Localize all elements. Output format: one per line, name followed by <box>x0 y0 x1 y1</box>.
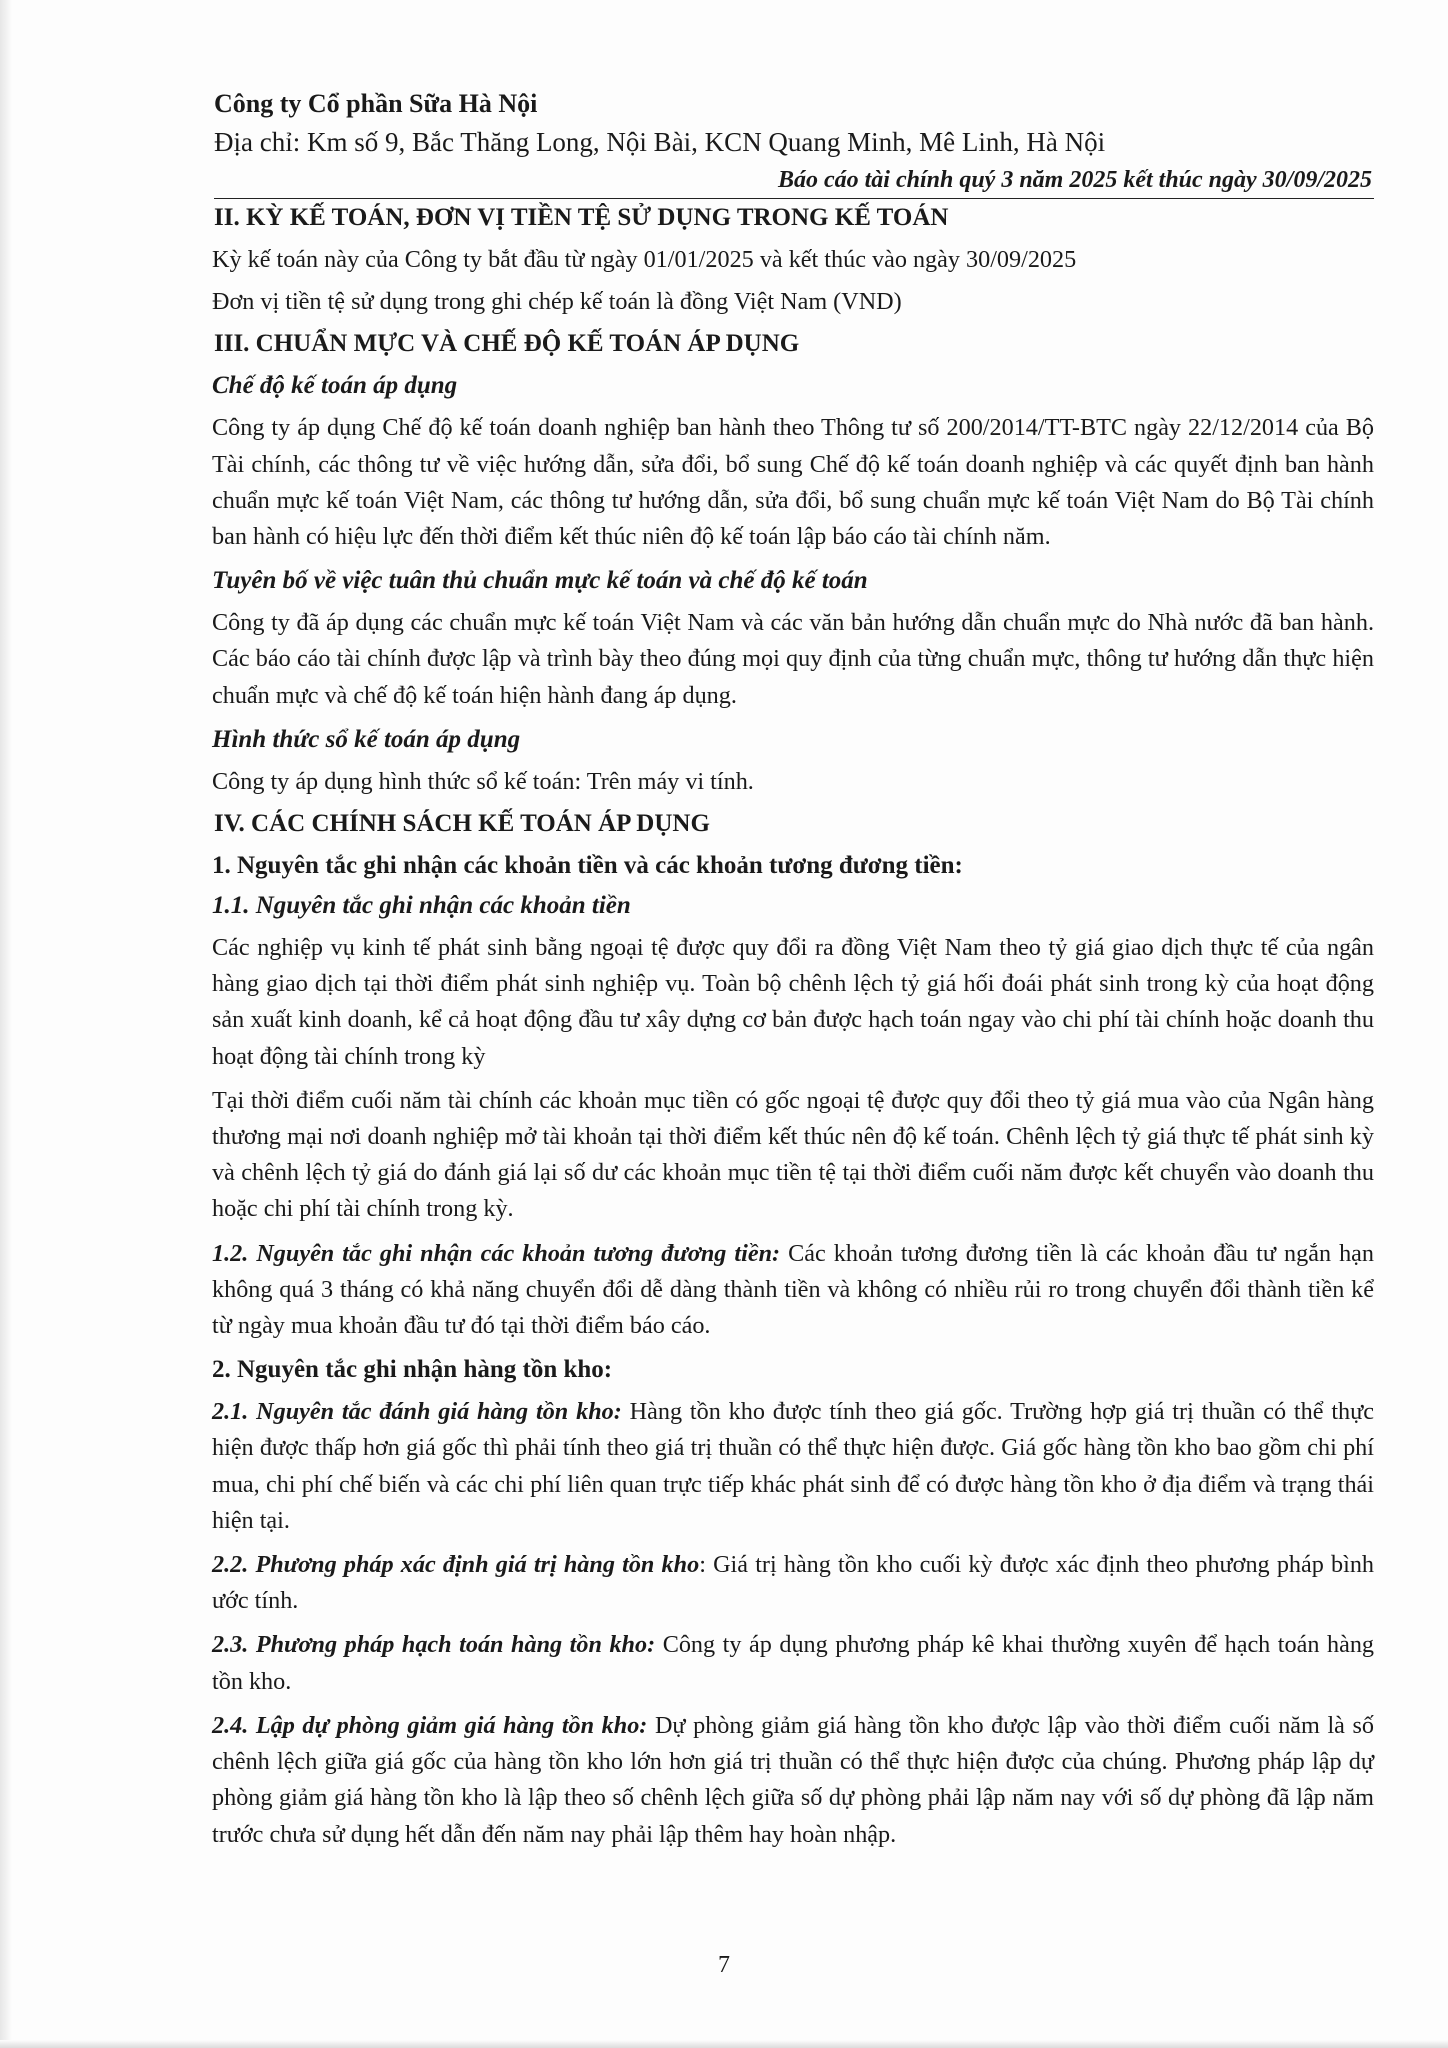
inventory-valuation-lead: 2.1. Nguyên tắc đánh giá hàng tồn kho: <box>212 1398 622 1426</box>
inventory-provision-lead: 2.4. Lập dự phòng giảm giá hàng tồn kho: <box>212 1711 648 1739</box>
report-title: Báo cáo tài chính quý 3 năm 2025 kết thúc ngày 30/09/2025 <box>214 162 1374 199</box>
cash-recognition-text-2: Tại thời điểm cuối năm tài chính các khoản mục tiền có gốc ngoại tệ được quy đổi theo tỷ giá mua vào của Ngân hàng thương mại nơi doanh nghiệp mở tài khoản tại thời điểm kết thúc nên độ kế toán. Chênh lệch tỷ giá thực tế phát sinh kỳ và chênh lệch tỷ giá do đánh giá lại số dư các khoản mục tiền tệ tại thời điểm cuối năm được kết chuyển vào doanh thu hoặc chi phí tài chính trong kỳ. <box>212 1086 1374 1223</box>
inventory-accounting-method-lead: 2.3. Phương pháp hạch toán hàng tồn kho: <box>212 1631 656 1659</box>
inventory-valuation-paragraph <box>212 1394 1374 1539</box>
regime-text: Công ty áp dụng Chế độ kế toán doanh nghiệp ban hành theo Thông tư số 200/2014/TT-BTC ngày 22/12/2014 của Bộ Tài chính, các thông tư về việc hướng dẫn, sửa đổi, bổ sung Chế độ kế toán doanh nghiệp và các quyết định ban hành chuẩn mực kế toán Việt Nam, các thông tư hướng dẫn, sửa đổi, bổ sung chuẩn mực kế toán Việt Nam do Bộ Tài chính ban hành có hiệu lực đến thời điểm kết thúc niên độ kế toán lập báo cáo tài chính năm. <box>212 414 1374 551</box>
inventory-provision-paragraph <box>212 1708 1374 1853</box>
cash-principles-heading: 1. Nguyên tắc ghi nhận các khoản tiền và các khoản tương đương tiền: <box>212 852 963 880</box>
inventory-valuation-text: Hàng tồn kho được tính theo giá gốc. Trường hợp giá trị thuần có thể thực hiện được thấp hơn giá gốc thì phải tính theo giá trị thuần có thể thực hiện được. Giá gốc hàng tồn kho bao gồm chi phí mua, chi phí chế biến và các chi phí liên quan trực tiếp khác phát sinh để có được hàng tồn kho ở địa điểm và trạng thái hiện tại. <box>212 1398 1374 1534</box>
section-title-accounting-period: II. KỲ KẾ TOÁN, ĐƠN VỊ TIỀN TỆ SỬ DỤNG TRONG KẾ TOÁN <box>214 204 949 231</box>
regime-heading: Chế độ kế toán áp dụng <box>212 372 458 400</box>
scan-edge <box>0 0 12 2048</box>
cash-equivalents-paragraph <box>212 1236 1374 1345</box>
bookkeeping-form-text: Công ty áp dụng hình thức sổ kế toán: Trên máy vi tính. <box>212 767 754 795</box>
company-name: Công ty Cổ phần Sữa Hà Nội <box>214 89 538 118</box>
page-number: 7 <box>718 1952 730 1978</box>
compliance-heading: Tuyên bố về việc tuân thủ chuẩn mực kế toán và chế độ kế toán <box>212 567 868 595</box>
accounting-period-text: Kỳ kế toán này của Công ty bắt đầu từ ngày 01/01/2025 và kết thúc vào ngày 30/09/2025 <box>212 246 1077 273</box>
company-address: Địa chỉ: Km số 9, Bắc Thăng Long, Nội Bài, KCN Quang Minh, Mê Linh, Hà Nội <box>214 127 1106 157</box>
inventory-value-method-lead: 2.2. Phương pháp xác định giá trị hàng tồn kho <box>212 1551 700 1579</box>
cash-equivalents-text: Các khoản tương đương tiền là các khoản đầu tư ngắn hạn không quá 3 tháng có khả năng chuyển đổi dễ dàng thành tiền và không có nhiều rủi ro trong chuyển đổi thành tiền kể từ ngày mua khoản đầu tư đó tại thời điểm báo cáo. <box>212 1239 1374 1340</box>
cash-equivalents-lead: 1.2. Nguyên tắc ghi nhận các khoản tương đương tiền: <box>212 1239 781 1267</box>
document-header <box>214 86 1374 199</box>
inventory-accounting-method-text: Công ty áp dụng phương pháp kê khai thường xuyên để hạch toán hàng tồn kho. <box>212 1631 1375 1695</box>
inventory-accounting-method-paragraph <box>212 1627 1374 1699</box>
section-title-policies: IV. CÁC CHÍNH SÁCH KẾ TOÁN ÁP DỤNG <box>214 810 710 838</box>
cash-recognition-text-1: Các nghiệp vụ kinh tế phát sinh bằng ngoại tệ được quy đổi ra đồng Việt Nam theo tỷ giá giao dịch thực tế của ngân hàng giao dịch tại thời điểm phát sinh nghiệp vụ. Toàn bộ chênh lệch tỷ giá hối đoái phát sinh trong kỳ của hoạt động sản xuất kinh doanh, kể cả hoạt động đầu tư xây dựng cơ bản được hạch toán ngay vào chi phí tài chính hoặc doanh thu hoạt động tài chính trong kỳ <box>212 934 1374 1070</box>
inventory-provision-text: Dự phòng giảm giá hàng tồn kho được lập vào thời điểm cuối năm là số chênh lệch giữa giá gốc của hàng tồn kho lớn hơn giá trị thuần có thể thực hiện được của chúng. Phương pháp lập dự phòng giảm giá hàng tồn kho là lập theo số chênh lệch giữa số dự phòng phải lập năm nay với số dự phòng đã lập năm trước chưa sử dụng hết dẫn đến năm nay phải lập thêm hay hoàn nhập. <box>212 1711 1374 1848</box>
document-body <box>210 196 1374 1861</box>
scan-edge-bottom <box>0 2040 1448 2048</box>
inventory-value-method-paragraph <box>212 1547 1374 1619</box>
compliance-text: Công ty đã áp dụng các chuẩn mực kế toán Việt Nam và các văn bản hướng dẫn chuẩn mực do Nhà nước đã ban hành. Các báo cáo tài chính được lập và trình bày theo đúng mọi quy định của từng chuẩn mực, thông tư hướng dẫn thực hiện chuẩn mực và chế độ kế toán hiện hành đang áp dụng. <box>212 609 1374 709</box>
inventory-principles-heading: 2. Nguyên tắc ghi nhận hàng tồn kho: <box>212 1356 613 1384</box>
cash-recognition-heading: 1.1. Nguyên tắc ghi nhận các khoản tiền <box>212 892 631 920</box>
bookkeeping-form-heading: Hình thức sổ kế toán áp dụng <box>212 725 521 753</box>
currency-text: Đơn vị tiền tệ sử dụng trong ghi chép kế toán là đồng Việt Nam (VND) <box>212 288 902 316</box>
section-title-standards: III. CHUẨN MỰC VÀ CHẾ ĐỘ KẾ TOÁN ÁP DỤNG <box>214 330 800 358</box>
inventory-value-method-text: : Giá trị hàng tồn kho cuối kỳ được xác định theo phương pháp bình ước tính. <box>212 1551 1375 1615</box>
